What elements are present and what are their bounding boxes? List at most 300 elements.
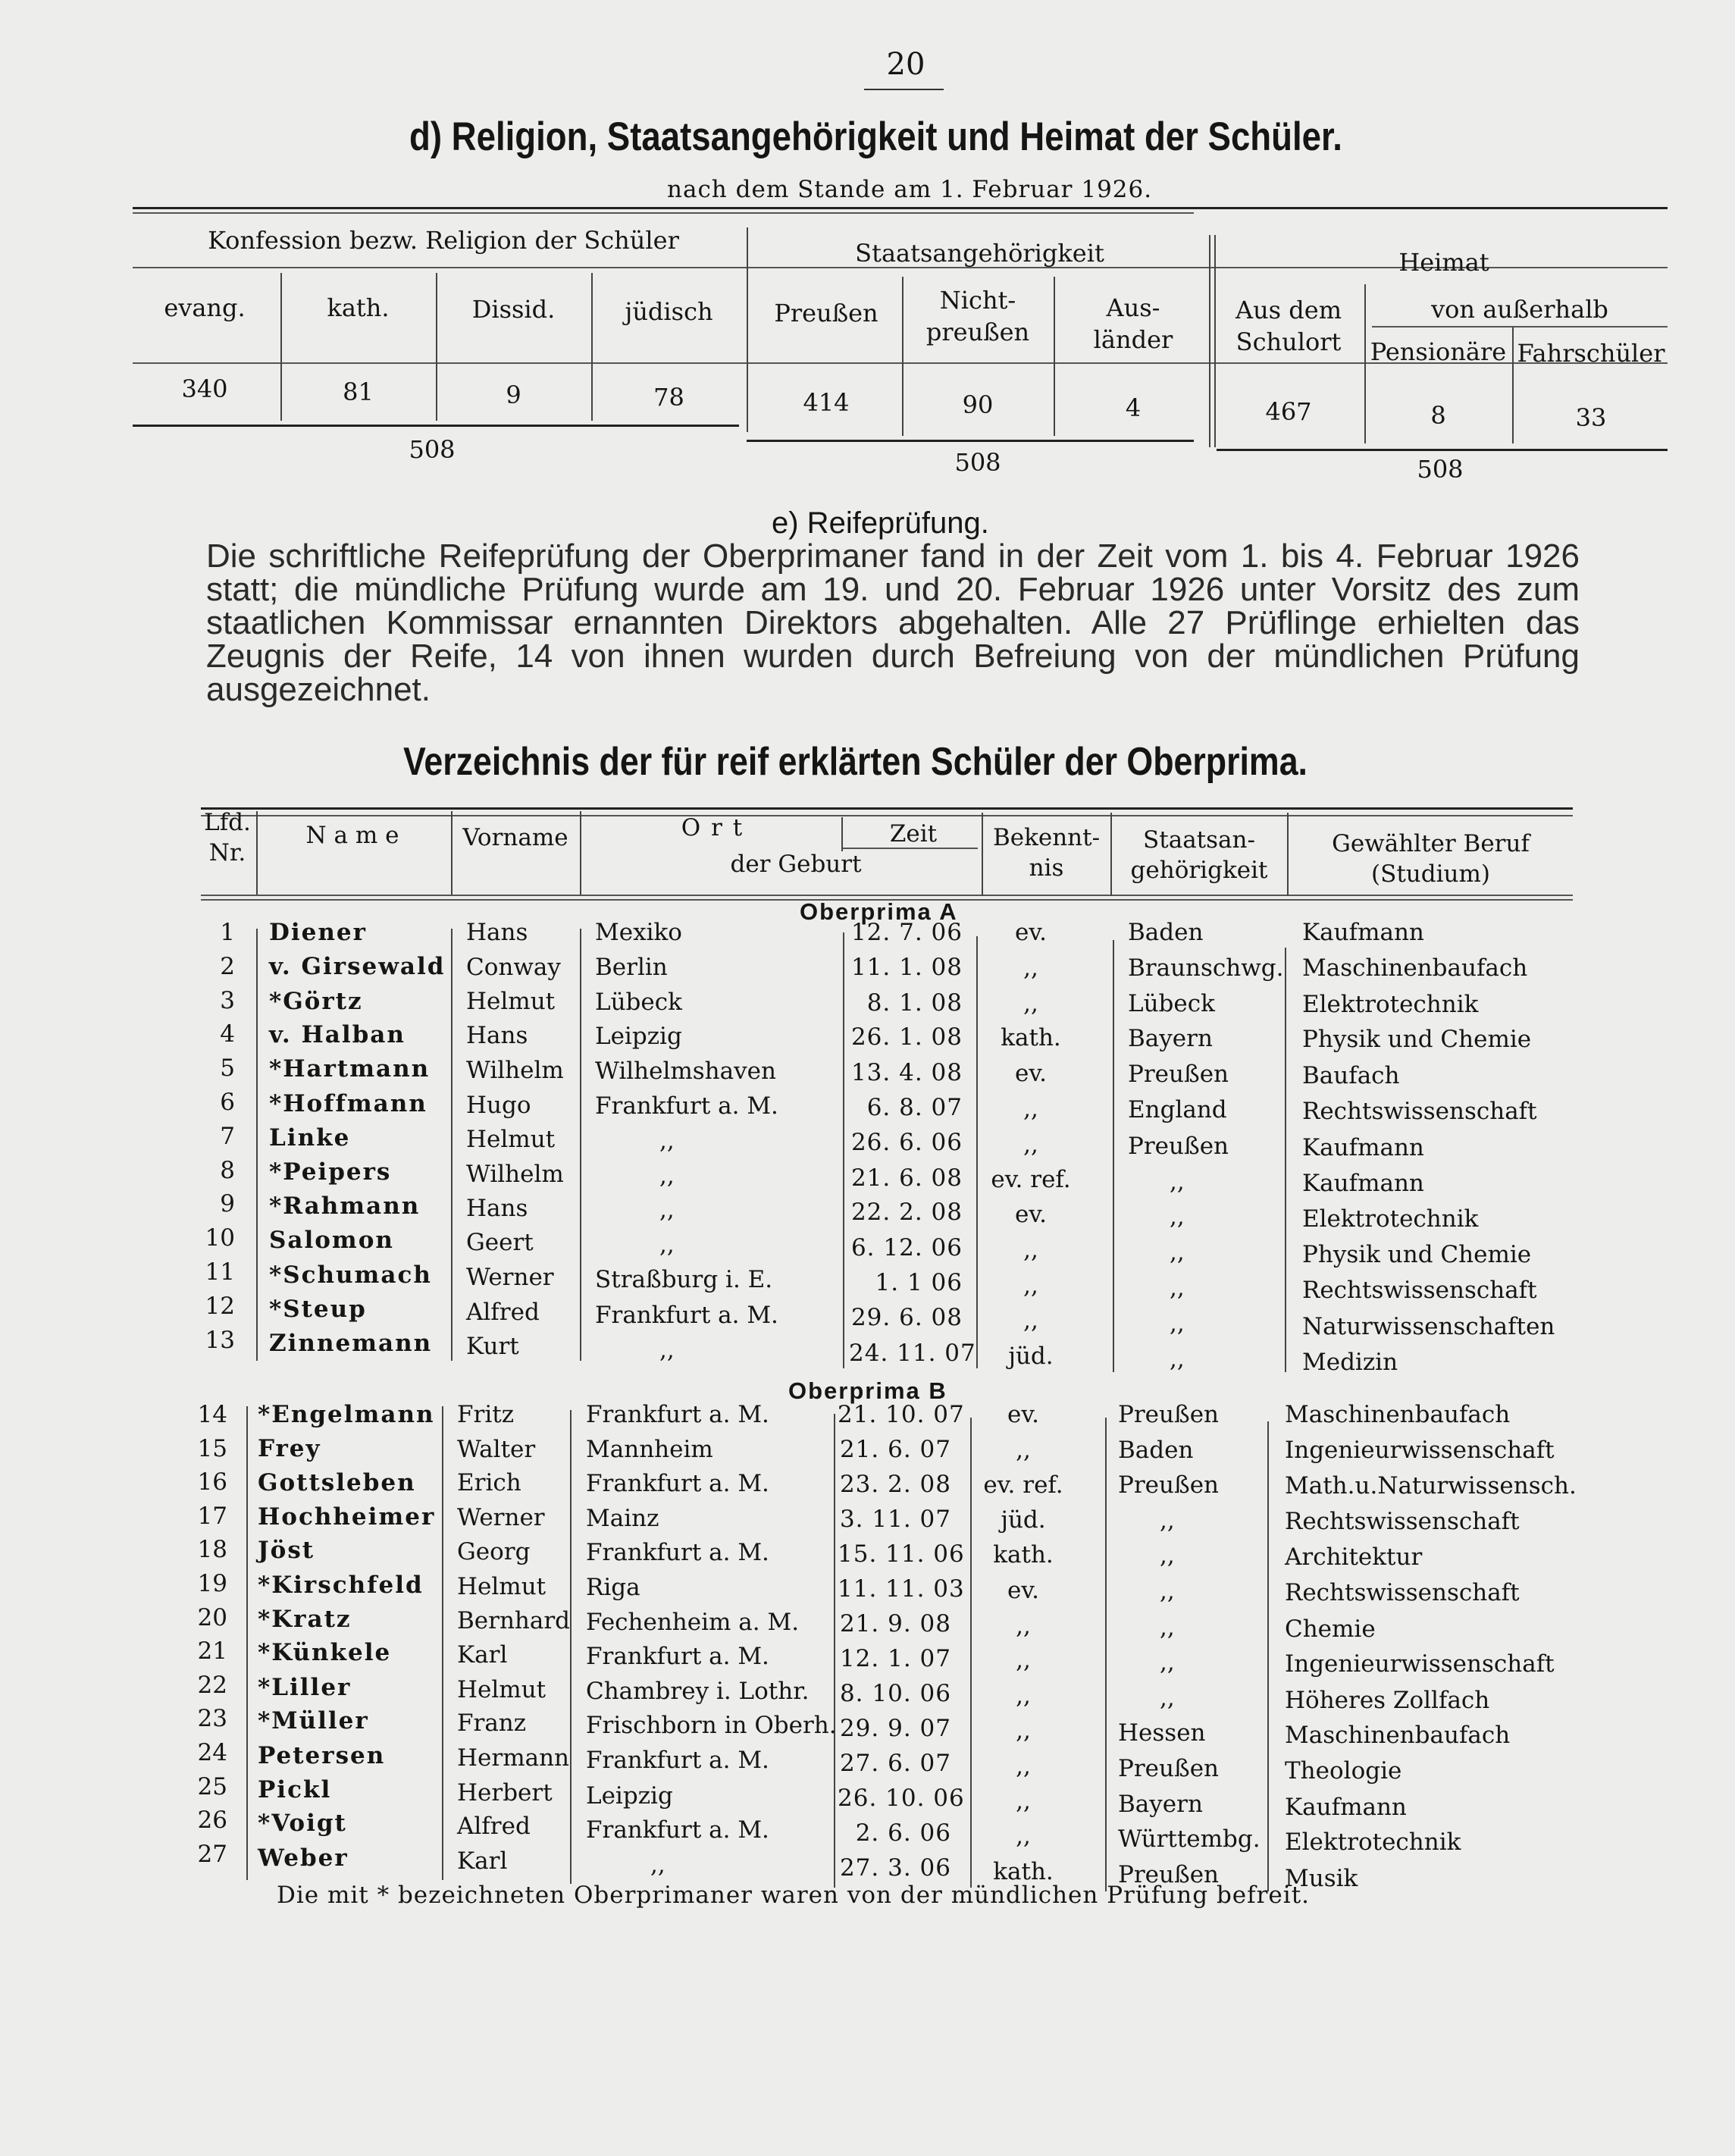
row-staat: Bayern	[1118, 1790, 1203, 1818]
row-name: *Kirschfeld	[258, 1572, 424, 1599]
row-nr: 19	[197, 1570, 227, 1597]
page-number: 20	[886, 47, 925, 82]
row-bekenntnis: ,,	[1016, 1753, 1031, 1780]
row-bekenntnis: ev. ref.	[983, 1471, 1063, 1499]
hdr-schulort: Aus dem Schulort	[1235, 296, 1342, 356]
row-name: *Rahmann	[269, 1192, 421, 1221]
row-ort: Frankfurt a. M.	[586, 1539, 769, 1567]
row-beruf: Elektrotechnik	[1302, 990, 1479, 1018]
hdr-ort: O r t	[681, 814, 744, 841]
total-staat: 508	[954, 448, 1001, 477]
hdr-fahrschueler: Fahrschüler	[1517, 339, 1665, 368]
row-nr: 11	[205, 1258, 235, 1286]
row-ort: Frischborn in Oberh.	[586, 1712, 837, 1740]
row-vorname: Wilhelm	[466, 1057, 564, 1085]
row-beruf: Elektrotechnik	[1285, 1829, 1461, 1857]
hdr-der-geburt: der Geburt	[730, 851, 862, 878]
row-beruf: Höheres Zollfach	[1285, 1686, 1490, 1714]
row-beruf: Physik und Chemie	[1302, 1026, 1532, 1054]
sum-rule-heimat	[1217, 449, 1668, 451]
row-nr: 4	[220, 1020, 235, 1048]
row-beruf: Kaufmann	[1302, 1169, 1424, 1197]
table-row	[0, 1190, 1735, 1233]
row-ort: ,,	[659, 1231, 675, 1259]
row-staat: Lübeck	[1128, 989, 1215, 1017]
row-zeit: 21. 9. 08	[839, 1609, 951, 1637]
row-ort: Straßburg i. E.	[595, 1266, 773, 1293]
row-bekenntnis: kath.	[993, 1857, 1054, 1885]
table-row	[0, 987, 1735, 1020]
row-ort: Frankfurt a. M.	[595, 1301, 778, 1329]
row-ort: ,,	[650, 1850, 666, 1879]
table-divider	[747, 227, 748, 432]
row-ort: Mexiko	[595, 919, 682, 946]
row-vorname: Helmut	[457, 1573, 546, 1600]
val-evang: 340	[181, 374, 228, 403]
row-staat: ,,	[1170, 1239, 1185, 1267]
row-ort: Frankfurt a. M.	[586, 1470, 769, 1498]
row-beruf: Naturwissenschaften	[1302, 1312, 1555, 1340]
row-name: *Peipers	[269, 1158, 392, 1186]
row-vorname: Werner	[457, 1503, 545, 1531]
row-bekenntnis: jüd.	[1001, 1506, 1046, 1534]
row-nr: 12	[205, 1292, 235, 1320]
row-ort: ,,	[659, 1336, 675, 1364]
table-divider	[436, 273, 437, 421]
table-row	[0, 953, 1735, 986]
table-top-rule	[133, 207, 1668, 209]
row-beruf: Maschinenbaufach	[1302, 954, 1528, 982]
hdr-nichtpreussen: Nicht- preußen	[925, 286, 1030, 346]
row-zeit: 27. 3. 06	[839, 1854, 951, 1882]
row-name: *Schumach	[269, 1261, 432, 1289]
row-zeit: 22. 2. 08	[850, 1199, 963, 1227]
row-name: Diener	[269, 919, 367, 946]
row-staat: Baden	[1118, 1436, 1194, 1464]
row-beruf: Medizin	[1302, 1348, 1398, 1376]
row-ort: Chambrey i. Lothr.	[586, 1677, 810, 1705]
table-top-rule-2	[133, 212, 1194, 214]
list-title: Verzeichnis der für reif erklärten Schüler der Oberprima.	[403, 740, 1308, 784]
row-staat: Preußen	[1128, 1061, 1229, 1089]
row-bekenntnis: ,,	[1023, 954, 1038, 982]
row-nr: 13	[205, 1326, 235, 1354]
row-bekenntnis: ,,	[1016, 1822, 1031, 1850]
hdr-juedisch: jüdisch	[625, 297, 713, 326]
table-divider	[1054, 277, 1055, 436]
section-e-paragraph: Die schriftliche Reifeprüfung der Oberprimaner fand in der Zeit vom 1. bis 4. Februar 1926 statt; die mündliche Prüfung wurde am 19. und 20. Februar 1926 unter Vorsitz des zum staatlichen Kommissar ernannten Direktors abgehalten. Alle 27 Prüflinge erhielten das Zeugnis der Reife, 14 von ihnen wurden durch Befreiung von der mündlichen Prüfung ausgezeichnet.	[206, 537, 1580, 708]
row-zeit: 15. 11. 06	[838, 1540, 965, 1568]
footnote: Die mit * bezeichneten Oberprimaner waren von der mündlichen Prüfung befreit.	[277, 1882, 1311, 1909]
row-vorname: Alfred	[457, 1813, 531, 1841]
row-zeit: 29. 9. 07	[839, 1715, 951, 1743]
row-vorname: Hermann	[457, 1744, 570, 1772]
hdr-preussen: Preußen	[774, 299, 878, 327]
row-bekenntnis: ,,	[1023, 1236, 1038, 1264]
row-name: Hochheimer	[258, 1503, 436, 1531]
sub-ausserhalb: von außerhalb	[1431, 295, 1608, 324]
row-nr: 17	[197, 1502, 227, 1530]
group-religion: Konfession bezw. Religion der Schüler	[208, 226, 679, 255]
row-bekenntnis: kath.	[993, 1541, 1054, 1569]
table-row	[0, 1503, 1735, 1536]
val-pensionaere: 8	[1430, 401, 1446, 430]
row-zeit: 26. 1. 08	[850, 1023, 963, 1051]
row-ort: Mannheim	[586, 1435, 713, 1463]
row-nr: 21	[197, 1637, 227, 1666]
row-ort: Frankfurt a. M.	[586, 1747, 769, 1774]
row-bekenntnis: ,,	[1023, 1272, 1038, 1299]
row-name: *Künkele	[258, 1639, 392, 1667]
row-vorname: Karl	[457, 1847, 508, 1875]
row-vorname: Helmut	[466, 987, 556, 1015]
row-vorname: Erich	[457, 1469, 521, 1497]
row-zeit: 12. 7. 06	[850, 919, 963, 946]
row-staat: ,,	[1160, 1613, 1175, 1641]
row-nr: 10	[205, 1224, 235, 1252]
header-divider	[451, 811, 453, 895]
row-ort: ,,	[659, 1127, 675, 1155]
row-name: *Müller	[258, 1707, 369, 1735]
row-vorname: Conway	[466, 953, 561, 981]
group-heimat: Heimat	[1398, 248, 1489, 277]
table-row	[0, 1536, 1735, 1572]
row-bekenntnis: ev.	[1007, 1577, 1040, 1604]
row-vorname: Hans	[466, 919, 528, 946]
row-bekenntnis: ev.	[1007, 1401, 1040, 1428]
row-zeit: 8. 1. 08	[866, 989, 963, 1017]
row-nr: 5	[220, 1054, 235, 1083]
list-top-rule	[201, 807, 1573, 810]
row-ort: Fechenheim a. M.	[586, 1608, 800, 1636]
val-auslaender: 4	[1125, 393, 1142, 422]
row-name: *Steup	[269, 1295, 367, 1323]
row-ort: Riga	[586, 1574, 640, 1601]
row-zeit: 6. 12. 06	[850, 1234, 963, 1262]
row-zeit: 1. 1 06	[875, 1269, 963, 1296]
row-zeit: 13. 4. 08	[850, 1059, 963, 1087]
table-row	[0, 1054, 1735, 1088]
val-juedisch: 78	[653, 383, 684, 412]
row-name: *Hoffmann	[269, 1090, 427, 1117]
table-divider	[591, 273, 593, 421]
val-dissid: 9	[506, 381, 521, 409]
row-vorname: Hans	[466, 1022, 528, 1050]
row-bekenntnis: ev.	[1014, 1060, 1048, 1088]
row-beruf: Chemie	[1285, 1615, 1376, 1643]
row-name: *Kratz	[258, 1605, 352, 1633]
row-vorname: Geert	[466, 1229, 534, 1257]
row-staat: Braunschwg.	[1128, 954, 1284, 982]
row-vorname: Werner	[466, 1264, 554, 1291]
table-row	[0, 1705, 1735, 1750]
header-divider	[1110, 813, 1112, 896]
row-zeit: 23. 2. 08	[839, 1471, 951, 1499]
row-bekenntnis: ,,	[1016, 1681, 1031, 1709]
hdr-beruf: Gewählter Beruf (Studium)	[1332, 830, 1530, 888]
row-name: *Hartmann	[269, 1055, 431, 1083]
table-row	[0, 1637, 1735, 1678]
row-staat: Preußen	[1118, 1471, 1220, 1499]
hdr-pensionaere: Pensionäre	[1370, 337, 1507, 366]
row-beruf: Physik und Chemie	[1302, 1241, 1532, 1269]
row-nr: 9	[220, 1190, 235, 1218]
table-row	[0, 1772, 1735, 1821]
row-vorname: Walter	[457, 1435, 536, 1463]
table-row	[0, 1258, 1735, 1304]
hdr-vorname: Vorname	[462, 824, 568, 851]
row-vorname: Kurt	[466, 1332, 519, 1360]
row-beruf: Kaufmann	[1285, 1793, 1407, 1821]
row-beruf: Rechtswissenschaft	[1302, 1098, 1537, 1125]
hdr-bekenntnis: Bekennt- nis	[992, 824, 1101, 882]
row-nr: 25	[197, 1772, 227, 1800]
group-oberprima-b: Oberprima B	[788, 1377, 947, 1404]
table-row	[0, 1224, 1735, 1269]
row-name: v. Halban	[269, 1021, 406, 1049]
row-nr: 20	[197, 1603, 227, 1631]
row-nr: 6	[220, 1089, 235, 1116]
row-bekenntnis: ,,	[1016, 1436, 1031, 1464]
list-top-rule-2	[201, 815, 1573, 816]
row-name: *Liller	[258, 1673, 352, 1701]
row-nr: 24	[197, 1739, 227, 1766]
row-staat: ,,	[1160, 1684, 1175, 1712]
val-preussen: 414	[803, 388, 850, 417]
row-bekenntnis: ev. ref.	[991, 1165, 1071, 1193]
row-zeit: 27. 6. 07	[839, 1750, 951, 1777]
row-zeit: 2. 6. 06	[855, 1819, 951, 1847]
row-ort: Berlin	[595, 953, 668, 981]
row-zeit: 11. 1. 08	[850, 953, 963, 981]
row-name: Gottsleben	[258, 1469, 416, 1497]
row-vorname: Wilhelm	[466, 1160, 564, 1188]
row-beruf: Maschinenbaufach	[1285, 1722, 1511, 1750]
row-zeit: 8. 10. 06	[839, 1679, 951, 1707]
table-row	[0, 1156, 1735, 1197]
row-staat: ,,	[1170, 1274, 1185, 1302]
val-schulort: 467	[1265, 397, 1312, 426]
row-vorname: Fritz	[457, 1401, 515, 1428]
row-staat: ,,	[1170, 1203, 1185, 1231]
row-bekenntnis: ,,	[1016, 1612, 1031, 1640]
row-nr: 3	[220, 986, 235, 1014]
row-vorname: Hugo	[466, 1092, 531, 1119]
row-name: Weber	[258, 1844, 349, 1872]
row-ort: Frankfurt a. M.	[586, 1401, 769, 1428]
row-vorname: Helmut	[457, 1675, 546, 1703]
row-name: Pickl	[258, 1775, 332, 1803]
row-ort: ,,	[659, 1161, 675, 1189]
table-row	[0, 1671, 1735, 1714]
row-staat: Preußen	[1118, 1401, 1220, 1428]
row-beruf: Theologie	[1285, 1757, 1402, 1785]
row-nr: 16	[197, 1468, 227, 1496]
row-staat: ,,	[1160, 1506, 1175, 1534]
row-nr: 26	[197, 1807, 227, 1835]
row-nr: 22	[197, 1671, 227, 1699]
row-vorname: Bernhard	[457, 1606, 571, 1634]
row-vorname: Helmut	[466, 1125, 556, 1153]
hdr-kath: kath.	[327, 293, 390, 322]
row-beruf: Baufach	[1302, 1062, 1400, 1090]
row-name: Zinnemann	[269, 1329, 433, 1357]
table-row	[0, 1122, 1735, 1161]
row-staat: ,,	[1160, 1578, 1175, 1605]
row-zeit: 12. 1. 07	[839, 1645, 951, 1673]
row-vorname: Georg	[457, 1538, 531, 1566]
row-ort: Lübeck	[595, 988, 682, 1016]
row-nr: 8	[220, 1156, 235, 1184]
row-beruf: Kaufmann	[1302, 1133, 1424, 1161]
row-staat: ,,	[1170, 1345, 1185, 1373]
row-ort: Frankfurt a. M.	[586, 1816, 769, 1844]
row-name: Petersen	[258, 1742, 386, 1769]
row-ort: Mainz	[586, 1504, 659, 1532]
hdr-zeit: Zeit	[889, 820, 938, 848]
row-beruf: Rechtswissenschaft	[1285, 1507, 1520, 1535]
table-divider	[1512, 326, 1514, 443]
row-staat: Württembg.	[1118, 1825, 1261, 1854]
row-name: *Voigt	[258, 1810, 347, 1838]
ausserhalb-rule	[1372, 326, 1668, 327]
row-staat: Preußen	[1118, 1860, 1220, 1888]
row-staat: Preußen	[1128, 1132, 1229, 1160]
total-religion: 508	[409, 435, 456, 464]
table-row	[0, 1401, 1735, 1434]
row-beruf: Musik	[1285, 1864, 1358, 1892]
row-beruf: Kaufmann	[1302, 919, 1424, 946]
row-vorname: Herbert	[457, 1778, 553, 1807]
row-bekenntnis: ,,	[1023, 1306, 1038, 1334]
hdr-evang: evang.	[164, 293, 246, 322]
group-staat: Staatsangehörigkeit	[855, 239, 1104, 268]
row-staat: ,,	[1160, 1542, 1175, 1570]
section-e-title: e) Reifeprüfung.	[772, 506, 989, 540]
row-nr: 1	[220, 919, 235, 946]
header-divider	[580, 811, 581, 895]
row-beruf: Rechtswissenschaft	[1302, 1277, 1537, 1304]
row-bekenntnis: jüd.	[1008, 1342, 1054, 1370]
row-nr: 27	[197, 1840, 227, 1868]
row-staat: ,,	[1160, 1649, 1175, 1677]
row-vorname: Alfred	[466, 1298, 540, 1326]
row-name: *Engelmann	[258, 1401, 435, 1428]
row-staat: Hessen	[1118, 1719, 1206, 1747]
row-beruf: Rechtswissenschaft	[1285, 1579, 1520, 1606]
row-ort: ,,	[659, 1196, 675, 1224]
table-divider	[1209, 235, 1210, 447]
row-zeit: 21. 6. 07	[839, 1435, 951, 1463]
row-beruf: Elektrotechnik	[1302, 1205, 1479, 1233]
val-kath: 81	[343, 378, 374, 406]
row-ort: Leipzig	[586, 1782, 673, 1810]
row-zeit: 11. 11. 03	[838, 1575, 965, 1603]
row-ort: Leipzig	[595, 1023, 682, 1051]
row-ort: Wilhelmshaven	[595, 1058, 776, 1086]
header-divider	[982, 813, 983, 896]
row-nr: 18	[197, 1536, 227, 1564]
row-staat: Bayern	[1128, 1025, 1213, 1053]
table-divider	[902, 277, 904, 436]
row-beruf: Maschinenbaufach	[1285, 1401, 1511, 1428]
table-row	[0, 1089, 1735, 1125]
row-nr: 2	[220, 952, 235, 980]
row-name: Salomon	[269, 1227, 394, 1255]
list-header-rule	[201, 895, 1573, 896]
row-beruf: Math.u.Naturwissensch.	[1285, 1472, 1577, 1500]
row-zeit: 3. 11. 07	[839, 1505, 951, 1533]
row-nr: 14	[197, 1401, 227, 1428]
row-nr: 15	[197, 1434, 227, 1462]
row-staat: Baden	[1128, 919, 1204, 946]
row-name: Linke	[269, 1123, 351, 1152]
hdr-name: N a m e	[305, 822, 399, 849]
page-number-rule	[864, 89, 944, 90]
row-ort: Frankfurt a. M.	[595, 1092, 778, 1120]
row-name: v. Girsewald	[269, 952, 446, 980]
row-bekenntnis: ev.	[1014, 1201, 1048, 1229]
table-row	[0, 1435, 1735, 1468]
sum-rule-staat	[747, 440, 1194, 442]
val-nichtpreussen: 90	[962, 390, 994, 419]
row-zeit: 29. 6. 08	[850, 1303, 963, 1331]
row-staat: Preußen	[1118, 1755, 1220, 1782]
row-bekenntnis: ,,	[1016, 1647, 1031, 1675]
val-fahrschueler: 33	[1575, 403, 1607, 432]
row-vorname: Franz	[457, 1709, 527, 1738]
row-beruf: Architektur	[1285, 1543, 1423, 1572]
row-beruf: Ingenieurwissenschaft	[1285, 1436, 1555, 1464]
table-row	[0, 1468, 1735, 1502]
row-nr: 23	[197, 1705, 227, 1733]
row-bekenntnis: ,,	[1023, 989, 1038, 1017]
row-staat: England	[1128, 1096, 1227, 1123]
row-bekenntnis: ,,	[1016, 1717, 1031, 1745]
hdr-auslaender: Aus- länder	[1093, 293, 1173, 354]
row-ort: Frankfurt a. M.	[586, 1643, 769, 1671]
row-bekenntnis: kath.	[1001, 1024, 1061, 1052]
table-row	[0, 1020, 1735, 1054]
row-nr: 7	[220, 1122, 235, 1150]
row-bekenntnis: ev.	[1014, 919, 1048, 946]
sum-rule-religion	[133, 425, 739, 427]
table-row	[0, 1570, 1735, 1606]
row-name: Frey	[258, 1434, 321, 1462]
row-bekenntnis: ,,	[1023, 1130, 1038, 1158]
table-divider	[280, 273, 282, 421]
total-heimat: 508	[1417, 455, 1464, 484]
header-divider	[841, 817, 843, 851]
row-vorname: Hans	[466, 1195, 528, 1223]
row-zeit: 21. 10. 07	[838, 1401, 965, 1428]
group-oberprima-a: Oberprima A	[800, 898, 958, 925]
table-row	[0, 1739, 1735, 1785]
row-zeit: 26. 6. 06	[850, 1128, 963, 1156]
row-zeit: 21. 6. 08	[850, 1164, 963, 1192]
section-d-title: d) Religion, Staatsangehörigkeit und Heimat der Schüler.	[409, 114, 1342, 159]
row-zeit: 24. 11. 07	[849, 1339, 976, 1367]
hdr-nr: Lfd. Nr.	[204, 809, 251, 866]
row-name: Jöst	[258, 1537, 315, 1565]
hdr-dissid: Dissid.	[471, 295, 556, 324]
row-zeit: 26. 10. 06	[838, 1784, 965, 1812]
row-staat: ,,	[1170, 1167, 1185, 1196]
table-row	[0, 1603, 1735, 1643]
row-vorname: Karl	[457, 1641, 508, 1669]
row-beruf: Ingenieurwissenschaft	[1285, 1650, 1555, 1678]
table-row	[0, 1840, 1735, 1892]
